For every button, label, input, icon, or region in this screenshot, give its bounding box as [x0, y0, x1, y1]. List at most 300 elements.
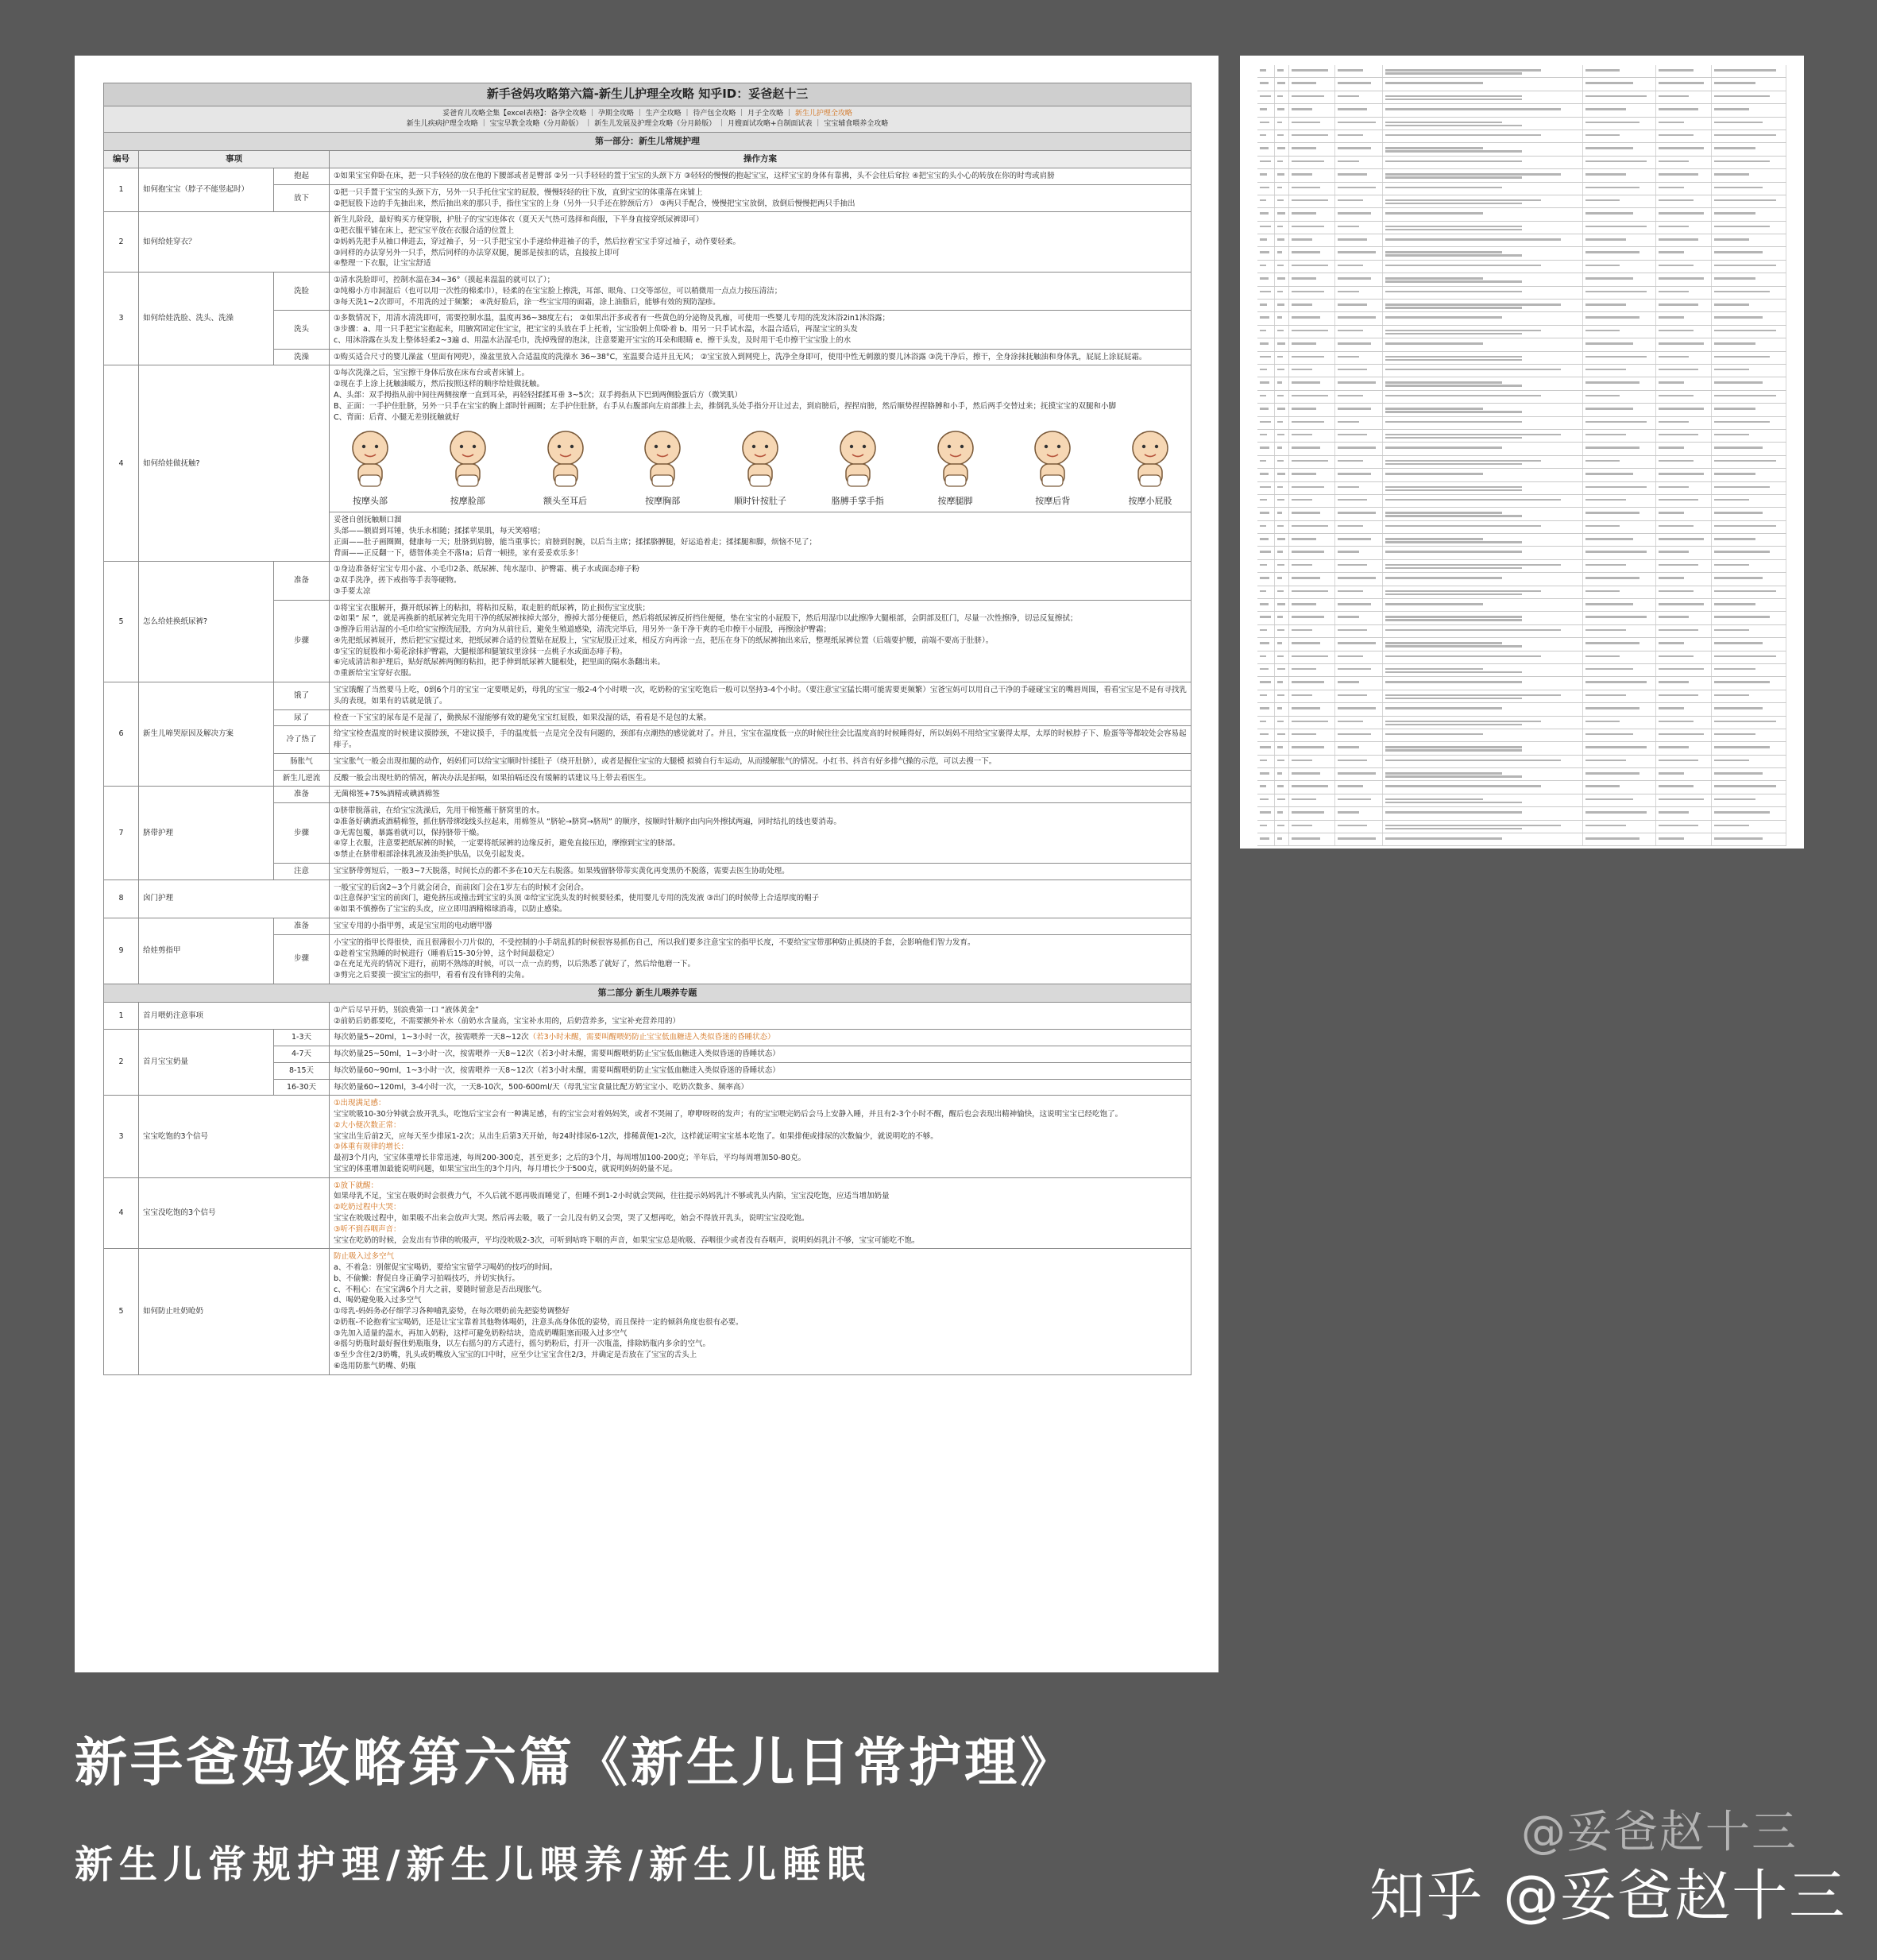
mini-cell	[1335, 768, 1383, 780]
text-placeholder	[1277, 316, 1282, 319]
mini-cell	[1289, 534, 1335, 546]
mini-table-row	[1257, 703, 1786, 716]
text-placeholder	[1385, 333, 1522, 335]
text-placeholder	[1260, 187, 1269, 189]
mini-cell	[1289, 781, 1335, 793]
mini-cell	[1289, 222, 1335, 234]
text-placeholder	[1585, 303, 1626, 306]
row-plan	[330, 184, 1191, 212]
row-number: 5	[104, 1249, 139, 1374]
text-placeholder	[1585, 721, 1620, 723]
text-placeholder	[1659, 668, 1704, 671]
mini-cell	[1335, 287, 1383, 299]
text-placeholder	[1260, 707, 1269, 709]
mini-cell	[1289, 756, 1335, 767]
mini-cell	[1383, 717, 1583, 729]
text-placeholder	[1338, 421, 1359, 423]
plan-text: 宝宝吮吸10-30分钟就会放开乳头，吃饱后宝宝会有一种满足感，有的宝宝会对着妈妈笑，或者不哭闹了，咿咿呀呀的发声；有的宝宝喂完奶后会马上安静入睡，并且有2-3个小时不醒，醒后也会表现出精神愉快，这说明宝宝已经吃饱了。	[334, 1110, 1123, 1119]
text-placeholder	[1714, 134, 1776, 137]
mini-table-row	[1257, 118, 1786, 130]
text-placeholder	[1385, 82, 1483, 84]
text-placeholder	[1714, 147, 1755, 149]
text-placeholder	[1277, 238, 1284, 241]
text-placeholder	[1385, 775, 1522, 778]
table-row	[104, 1177, 1191, 1249]
text-placeholder	[1338, 512, 1376, 514]
text-placeholder	[1585, 447, 1639, 449]
mini-cell	[1712, 690, 1786, 702]
text-placeholder	[1292, 265, 1328, 267]
mini-cell	[1712, 365, 1786, 377]
text-placeholder	[1338, 538, 1371, 540]
text-placeholder	[1338, 733, 1371, 736]
mini-cell	[1335, 638, 1383, 650]
text-placeholder	[1292, 707, 1320, 709]
text-placeholder	[1292, 381, 1320, 384]
mini-cell	[1656, 91, 1712, 103]
mini-cell	[1257, 508, 1275, 520]
mini-cell	[1289, 157, 1335, 168]
mini-cell	[1275, 157, 1289, 168]
text-placeholder	[1585, 82, 1633, 84]
text-placeholder	[1585, 668, 1633, 671]
text-placeholder	[1338, 642, 1376, 644]
mini-cell	[1289, 377, 1335, 389]
text-placeholder	[1260, 199, 1266, 202]
text-placeholder	[1338, 486, 1359, 489]
text-placeholder	[1659, 147, 1704, 149]
mini-cell	[1383, 586, 1583, 598]
plan-text: 宝宝脐带剪短后，一般3~7天脱落，时间长点的都不多在10天左右脱落。如果残留脐带蒂实黄化再变黑仍不脱落，需要去医生协助处理。	[334, 866, 790, 876]
baby-illustration-icon	[1124, 427, 1176, 493]
mini-cell	[1289, 729, 1335, 741]
mini-cell	[1656, 742, 1712, 754]
text-placeholder	[1260, 655, 1266, 658]
mini-cell	[1712, 143, 1786, 155]
mini-cell	[1289, 703, 1335, 715]
mini-cell	[1335, 65, 1383, 77]
text-placeholder	[1385, 330, 1541, 332]
mini-cell	[1712, 222, 1786, 234]
text-placeholder	[1714, 265, 1776, 267]
mini-cell	[1583, 404, 1656, 416]
baby-illustration-icon	[442, 427, 494, 493]
mini-cell	[1257, 78, 1275, 90]
text-placeholder	[1585, 681, 1647, 683]
text-placeholder	[1292, 525, 1328, 528]
mini-table-row	[1257, 404, 1786, 416]
row-item: 宝宝吃饱的3个信号	[139, 1096, 330, 1177]
text-placeholder	[1659, 95, 1689, 98]
mini-cell	[1275, 729, 1289, 741]
mini-cell	[1335, 234, 1383, 246]
text-placeholder	[1260, 798, 1269, 801]
text-placeholder	[1714, 303, 1749, 306]
mini-cell	[1289, 365, 1335, 377]
mini-cell	[1335, 521, 1383, 533]
text-placeholder	[1292, 82, 1316, 84]
text-placeholder	[1277, 551, 1283, 553]
text-placeholder	[1277, 590, 1284, 593]
text-placeholder	[1292, 590, 1328, 593]
text-placeholder	[1260, 499, 1267, 501]
text-placeholder	[1260, 603, 1269, 605]
text-placeholder	[1714, 69, 1776, 72]
mini-cell	[1583, 417, 1656, 429]
text-placeholder	[1385, 749, 1522, 752]
mini-cell	[1383, 143, 1583, 155]
text-placeholder	[1277, 369, 1284, 371]
text-placeholder	[1385, 203, 1522, 205]
mini-cell	[1656, 807, 1712, 819]
mini-table-row	[1257, 612, 1786, 624]
mini-cell	[1383, 599, 1583, 611]
mini-table-row	[1257, 195, 1786, 208]
mini-cell	[1712, 287, 1786, 299]
text-placeholder	[1385, 385, 1522, 387]
text-placeholder	[1714, 798, 1755, 801]
row-sublabel: 饿了	[274, 682, 330, 709]
mini-cell	[1335, 573, 1383, 585]
mini-table-row	[1257, 807, 1786, 820]
mini-cell	[1583, 456, 1656, 468]
mini-cell	[1257, 495, 1275, 507]
main-sheet	[75, 56, 1219, 1672]
text-placeholder	[1385, 359, 1522, 361]
mini-cell	[1712, 338, 1786, 350]
mini-table-row	[1257, 273, 1786, 286]
text-placeholder	[1714, 603, 1755, 605]
mini-cell	[1275, 573, 1289, 585]
mini-cell	[1257, 469, 1275, 481]
row-number: 8	[104, 879, 139, 918]
part1-title: 第一部分：新生儿常规护理	[104, 132, 1191, 150]
mini-cell	[1289, 404, 1335, 416]
mini-cell	[1583, 703, 1656, 715]
text-placeholder	[1292, 760, 1312, 762]
mini-cell	[1383, 703, 1583, 715]
mini-cell	[1583, 521, 1656, 533]
mini-cell	[1383, 352, 1583, 364]
mini-cell	[1383, 560, 1583, 572]
mini-cell	[1383, 78, 1583, 90]
text-placeholder	[1338, 590, 1363, 593]
text-placeholder	[1260, 147, 1269, 149]
plan-text: 反酸一般会出现吐奶的情况，解决办法是拍嗝，如果拍嗝还没有缓解的话建议马上带去看医生。	[334, 773, 651, 783]
row-item: 如何给娃穿衣？	[139, 212, 330, 273]
text-placeholder	[1260, 369, 1267, 371]
mini-cell	[1712, 404, 1786, 416]
text-placeholder	[1714, 316, 1763, 319]
mini-cell	[1656, 377, 1712, 389]
row-plan	[330, 753, 1191, 770]
mini-cell	[1383, 377, 1583, 389]
text-placeholder	[1338, 577, 1376, 579]
text-placeholder	[1338, 837, 1376, 840]
text-placeholder	[1385, 173, 1561, 176]
text-placeholder	[1292, 199, 1328, 202]
mini-cell	[1275, 195, 1289, 207]
mini-cell	[1289, 742, 1335, 754]
text-placeholder	[1659, 772, 1684, 775]
plan-text: 每次奶量60~90ml，1~3小时一次，按需喂养一天8~12次（若3小时未醒，需要叫醒喂奶防止宝宝低血糖进入类似昏迷的昏睡状态）	[334, 1065, 780, 1075]
row-number: 4	[104, 1177, 139, 1249]
mini-cell	[1335, 326, 1383, 338]
mini-cell	[1712, 768, 1786, 780]
text-placeholder	[1277, 82, 1285, 84]
text-placeholder	[1277, 746, 1283, 748]
text-placeholder	[1585, 760, 1626, 762]
mini-cell	[1275, 91, 1289, 103]
text-placeholder	[1385, 460, 1541, 462]
text-placeholder	[1292, 330, 1328, 332]
plan-text: a、不着急：别催促宝宝喝奶，要给宝宝留学习喝奶的技巧的时间。 b、不偷懒：督促自身正确学习拍嗝技巧，并切实执行。 c、不粗心：在宝宝满6个月大之前，要随时留意是否出现胀气。 d、喝奶避免吸入过多空气 ①母乳-妈妈务必仔细学习各种哺乳姿势，在每次喂奶前先把姿势调整好 ②奶瓶-不论抱着宝宝喝奶，还是让宝宝靠着其他物体喝奶，注意头高身体低的姿势，而且保持一定的倾斜角度也很有必要。 ③先加入适量的温水，再加入奶粉，这样可避免奶粉结块，造成奶嘴阻塞而吸入过多空气 ④摇匀奶瓶时最好握住奶瓶瓶身，以左右摇匀的方式进行，摇匀奶粉后，打开一次瓶盖，排除奶瓶内多余的空气。 ⑤至少含住2/3奶嘴，乳头或奶嘴放入宝宝的口中时，应至少让宝宝含住2/3，并确定是否放在了宝宝的舌头上 ⑥选用防胀气奶嘴、奶瓶	[334, 1263, 743, 1370]
mini-cell	[1383, 807, 1583, 819]
text-placeholder	[1714, 538, 1755, 540]
text-placeholder	[1659, 330, 1694, 332]
row-plan	[330, 1177, 1191, 1249]
row-sublabel: 步骤	[274, 934, 330, 984]
links-line2[interactable]: 新生儿疾病护理全攻略 ｜ 宝宝早教全攻略（分月龄版） ｜ 新生儿发展及护理全攻略（分月龄版） ｜ 月嫂面试攻略+自制面试表 ｜ 宝宝辅食喂养全攻略	[406, 119, 889, 128]
massage-instructions: ①每次洗澡之后，宝宝擦干身体后放在床布台或者床铺上。 ②现在手上涂上抚触油暖方，然后按照这样的顺序给娃做抚触。 A、头部：双手拇指从前中间往两侧按摩一直到耳朵，再轻轻揉揉耳垂 3~5次；双手拇指从下巴到两侧脸蛋后方（微笑肌） B、正面：一手护住肚脐，另外一只手在宝宝的胸上部时针画圈；左手护住肚脐，右手从右腹部向左肩部推上去，推倒乳头处手指分开让过去，到肩膀后，捏捏肩膀，然后顺势捏捏胳膊和小手，然后两手交替过来；抚摸宝宝的双腿和小脚 C、背面：后背、小腿无差别抚触就好	[334, 369, 1117, 422]
text-placeholder	[1714, 616, 1770, 618]
text-placeholder	[1292, 629, 1312, 632]
text-placeholder	[1292, 369, 1312, 371]
mini-table-row	[1257, 261, 1786, 273]
mini-cell	[1275, 273, 1289, 285]
text-placeholder	[1385, 134, 1541, 137]
text-placeholder	[1260, 447, 1269, 449]
mini-cell	[1257, 404, 1275, 416]
mini-cell	[1257, 234, 1275, 246]
mini-cell	[1275, 338, 1289, 350]
text-placeholder	[1585, 746, 1647, 748]
mini-cell	[1289, 391, 1335, 403]
text-placeholder	[1385, 291, 1522, 293]
row-plan	[330, 1096, 1191, 1177]
text-placeholder	[1277, 187, 1282, 189]
text-placeholder	[1385, 551, 1522, 553]
mini-cell	[1656, 261, 1712, 273]
column-header-row	[104, 150, 1191, 168]
text-placeholder	[1338, 473, 1371, 475]
mini-cell	[1257, 742, 1275, 754]
mini-cell	[1712, 717, 1786, 729]
row-item: 宝宝没吃饱的3个信号	[139, 1177, 330, 1249]
text-placeholder	[1385, 160, 1522, 163]
text-placeholder	[1277, 525, 1284, 528]
text-placeholder	[1292, 173, 1312, 176]
text-placeholder	[1338, 187, 1376, 189]
text-placeholder	[1338, 655, 1363, 658]
plan-text: ①产后尽早开奶，别浪费第一口 “液体黄金” ②前奶后奶都要吃，不需要额外补水（前奶水含量高，宝宝补水用的，后奶营养多，宝宝补充营养用的）	[334, 1005, 681, 1026]
text-placeholder	[1338, 760, 1367, 762]
text-placeholder	[1277, 798, 1285, 801]
text-placeholder	[1714, 473, 1755, 475]
text-placeholder	[1277, 785, 1284, 787]
mini-cell	[1383, 157, 1583, 168]
text-placeholder	[1277, 837, 1282, 840]
text-placeholder	[1260, 265, 1266, 267]
text-placeholder	[1338, 772, 1376, 775]
text-placeholder	[1338, 785, 1363, 787]
text-placeholder	[1659, 160, 1689, 163]
text-placeholder	[1338, 342, 1371, 345]
row-plan	[330, 879, 1191, 918]
mini-cell	[1583, 833, 1656, 845]
mini-cell	[1583, 768, 1656, 780]
part2-header	[104, 984, 1191, 1002]
mini-cell	[1383, 130, 1583, 142]
text-placeholder	[1659, 486, 1689, 489]
text-placeholder	[1260, 772, 1269, 775]
text-placeholder	[1385, 721, 1541, 723]
text-placeholder	[1292, 356, 1324, 358]
text-placeholder	[1659, 460, 1694, 462]
plan-note: （若3小时未醒，需要叫醒喂奶防止宝宝低血糖进入类似昏迷的昏睡状态）	[528, 1033, 775, 1042]
text-placeholder	[1385, 150, 1522, 153]
text-placeholder	[1260, 811, 1271, 814]
text-placeholder	[1659, 733, 1704, 736]
links-line1[interactable]: 妥爸育儿攻略全集【excel表格】：备孕全攻略 ｜ 孕期全攻略 ｜ 生产全攻略 ｜ 待产包全攻略 ｜ 月子全攻略 ｜	[442, 109, 793, 118]
row-item: 新生儿啼哭原因及解决方案	[139, 682, 274, 786]
text-placeholder	[1277, 564, 1284, 566]
text-placeholder	[1714, 681, 1770, 683]
mini-cell	[1712, 78, 1786, 90]
text-placeholder	[1585, 564, 1626, 566]
mini-cell	[1275, 547, 1289, 559]
text-placeholder	[1659, 642, 1684, 644]
mini-cell	[1583, 247, 1656, 259]
mini-table-row	[1257, 742, 1786, 755]
text-placeholder	[1585, 798, 1633, 801]
mini-cell	[1383, 664, 1583, 676]
mini-cell	[1257, 690, 1275, 702]
text-placeholder	[1260, 356, 1271, 358]
text-placeholder	[1585, 629, 1626, 632]
mini-cell	[1383, 430, 1583, 442]
mini-table-row	[1257, 91, 1786, 104]
text-placeholder	[1585, 590, 1620, 593]
mini-table-row	[1257, 573, 1786, 586]
mini-cell	[1275, 756, 1289, 767]
text-placeholder	[1585, 538, 1633, 540]
plan-text: 宝宝胀气一般会出现扣腿的动作，妈妈们可以给宝宝顺时针揉肚子（绕开肚脐），或者是握住宝宝的大腿模 拟骑自行车运动，从而缓解胀气的情况。小红书、抖音有好多排气操的示范，可以去搜一下。	[334, 756, 997, 766]
text-placeholder	[1585, 342, 1633, 345]
mini-cell	[1335, 794, 1383, 806]
mini-cell	[1583, 287, 1656, 299]
text-placeholder	[1714, 733, 1755, 736]
plan-text: 宝宝在吮吸过程中，如果吸不出来会放声大哭。然后再去吸，吸了一会儿没有奶又会哭，哭了又想再吃，始会不得放开乳头，说明宝宝没吃饱。	[334, 1214, 809, 1223]
mini-table-row	[1257, 365, 1786, 377]
table-row	[104, 918, 1191, 934]
row-sublabel: 准备	[274, 787, 330, 803]
mini-cell	[1257, 261, 1275, 273]
mini-cell	[1257, 756, 1275, 767]
mini-cell	[1583, 560, 1656, 572]
mini-cell	[1275, 222, 1289, 234]
mini-cell	[1383, 326, 1583, 338]
plan-heading: 防止吸入过多空气	[334, 1252, 395, 1262]
mini-cell	[1656, 625, 1712, 637]
plan-heading: ③体重有规律的增长：	[334, 1142, 409, 1152]
mini-cell	[1257, 794, 1275, 806]
text-placeholder	[1277, 811, 1283, 814]
text-placeholder	[1585, 733, 1633, 736]
text-placeholder	[1659, 369, 1698, 371]
mini-cell	[1335, 651, 1383, 663]
text-placeholder	[1292, 212, 1316, 215]
text-placeholder	[1385, 411, 1522, 413]
plan-text: ①清水洗脸即可，控制水温在34~36°（摸起来温温的就可以了）； ②纯棉小方巾洞湿后（也可以用一次性的棉柔巾），轻柔的在宝宝脸上擦洗，耳部、眼角、口交等部位，可以稍微用一点点力按压清洁； ③每天洗1~2次即可，不用洗的过于频繁； ④洗好脸后，涂一些宝宝用的面霜，涂上油脂后，能够有效的预防湿疹。	[334, 276, 782, 307]
massage-step	[531, 427, 601, 508]
mini-cell	[1383, 287, 1583, 299]
text-placeholder	[1714, 694, 1749, 697]
text-placeholder	[1260, 342, 1269, 345]
mini-cell	[1656, 456, 1712, 468]
text-placeholder	[1659, 342, 1704, 345]
mini-cell	[1712, 391, 1786, 403]
mini-cell	[1289, 677, 1335, 689]
mini-cell	[1712, 273, 1786, 285]
mini-cell	[1712, 703, 1786, 715]
mini-cell	[1656, 794, 1712, 806]
plan-heading: ③听不到吞咽声音：	[334, 1224, 401, 1234]
mini-cell	[1712, 625, 1786, 637]
text-placeholder	[1292, 108, 1312, 110]
row-sublabel: 尿了	[274, 709, 330, 726]
text-placeholder	[1714, 122, 1763, 124]
plan-heading: ①出现满足感：	[334, 1099, 386, 1108]
text-placeholder	[1585, 642, 1639, 644]
text-placeholder	[1385, 671, 1522, 674]
text-placeholder	[1585, 525, 1620, 528]
table-row	[104, 879, 1191, 918]
mini-cell	[1656, 560, 1712, 572]
text-placeholder	[1714, 772, 1763, 775]
mini-cell	[1656, 169, 1712, 181]
text-placeholder	[1385, 724, 1522, 726]
mini-cell	[1257, 821, 1275, 833]
mini-cell	[1257, 222, 1275, 234]
text-placeholder	[1585, 277, 1633, 280]
text-placeholder	[1659, 694, 1698, 697]
text-placeholder	[1385, 395, 1541, 397]
mini-cell	[1383, 338, 1583, 350]
mini-cell	[1275, 521, 1289, 533]
mini-cell	[1583, 599, 1656, 611]
text-placeholder	[1292, 134, 1328, 137]
mini-table-row	[1257, 65, 1786, 78]
mini-cell	[1383, 195, 1583, 207]
mini-table-row	[1257, 391, 1786, 404]
mini-cell	[1712, 794, 1786, 806]
table-row	[104, 1030, 1191, 1046]
mini-table-row	[1257, 130, 1786, 143]
row-plan	[330, 273, 1191, 311]
text-placeholder	[1585, 95, 1647, 98]
mini-cell	[1275, 78, 1289, 90]
mini-cell	[1712, 169, 1786, 181]
mini-cell	[1712, 208, 1786, 220]
mini-cell	[1656, 404, 1712, 416]
mini-cell	[1289, 183, 1335, 195]
text-placeholder	[1292, 69, 1328, 72]
mini-cell	[1289, 352, 1335, 364]
links-current[interactable]: 新生儿护理全攻略	[794, 109, 852, 118]
mini-cell	[1656, 573, 1712, 585]
text-placeholder	[1338, 108, 1367, 110]
